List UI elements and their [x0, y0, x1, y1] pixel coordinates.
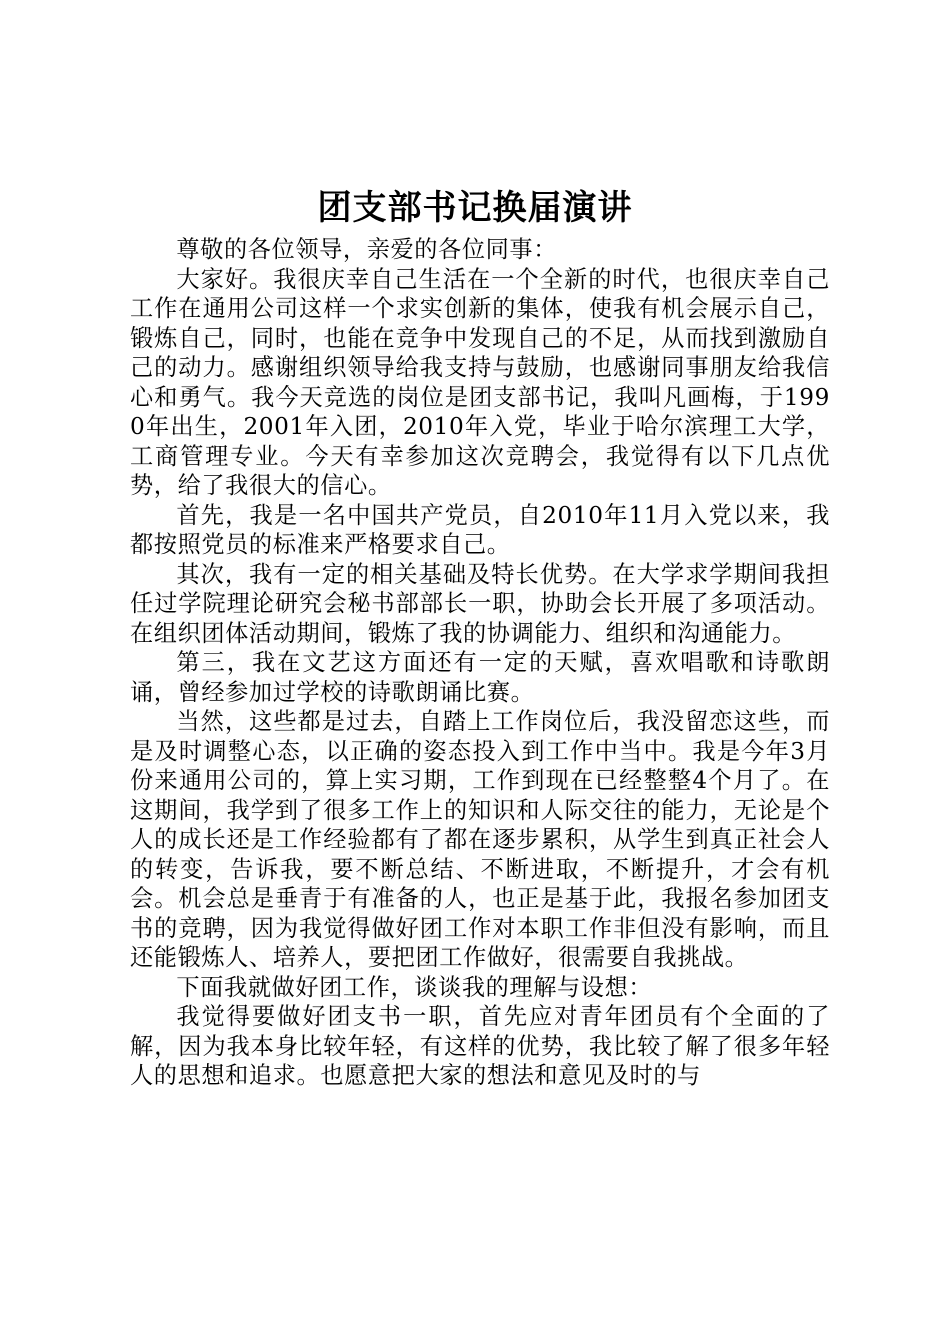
salutation-paragraph: 尊敬的各位领导，亲爱的各位同事：	[176, 236, 557, 263]
body-paragraph: 第三，我在文艺这方面还有一定的天赋，喜欢唱歌和诗歌朗诵，曾经参加过学校的诗歌朗诵比赛。	[130, 649, 830, 706]
body-paragraph: 我觉得要做好团支书一职，首先应对青年团员有个全面的了解，因为我本身比较年轻，有这样的优势，我比较了解了很多年轻人的思想和追求。也愿意把大家的想法和意见及时的与	[130, 1003, 830, 1089]
body-paragraph: 下面我就做好团工作，谈谈我的理解与设想：	[176, 973, 653, 1001]
document-body	[130, 235, 830, 1091]
document-title: 团支部书记换届演讲	[317, 188, 633, 228]
body-paragraph: 其次，我有一定的相关基础及特长优势。在大学求学期间我担任过学院理论研究会秘书部部长一职，协助会长开展了多项活动。在组织团体活动期间，锻炼了我的协调能力、组织和沟通能力。	[130, 560, 830, 647]
body-paragraph: 首先，我是一名中国共产党员，自2010年11月入党以来，我都按照党员的标准来严格要求自己。	[130, 501, 830, 558]
body-paragraph: 当然，这些都是过去，自踏上工作岗位后，我没留恋这些，而是及时调整心态，以正确的姿态投入到工作中当中。我是今年3月份来通用公司的，算上实习期，工作到现在已经整整4个月了。在这期间，我学到了很多工作上的知识和人际交往的能力，无论是个人的成长还是工作经验都有了都在逐步累积，从学生到真正社会人的转变，告诉我，要不断总结、不断进取，不断提升，才会有机会。机会总是垂青于有准备的人，也正是基于此，我报名参加团支书的竞聘，因为我觉得做好团工作对本职工作非但没有影响，而且还能锻炼人、培养人，要把团工作做好，很需要自我挑战。	[130, 708, 830, 971]
body-paragraph: 大家好。我很庆幸自己生活在一个全新的时代，也很庆幸自己工作在通用公司这样一个求实创新的集体，使我有机会展示自己，锻炼自己，同时，也能在竞争中发现自己的不足，从而找到激励自己的动力。感谢组织领导给我支持与鼓励，也感谢同事朋友给我信心和勇气。我今天竞选的岗位是团支部书记，我叫凡画梅，于1990年出生，2001年入团，2010年入党，毕业于哈尔滨理工大学，工商管理专业。今天有幸参加这次竞聘会，我觉得有以下几点优势，给了我很大的信心。	[130, 265, 830, 499]
